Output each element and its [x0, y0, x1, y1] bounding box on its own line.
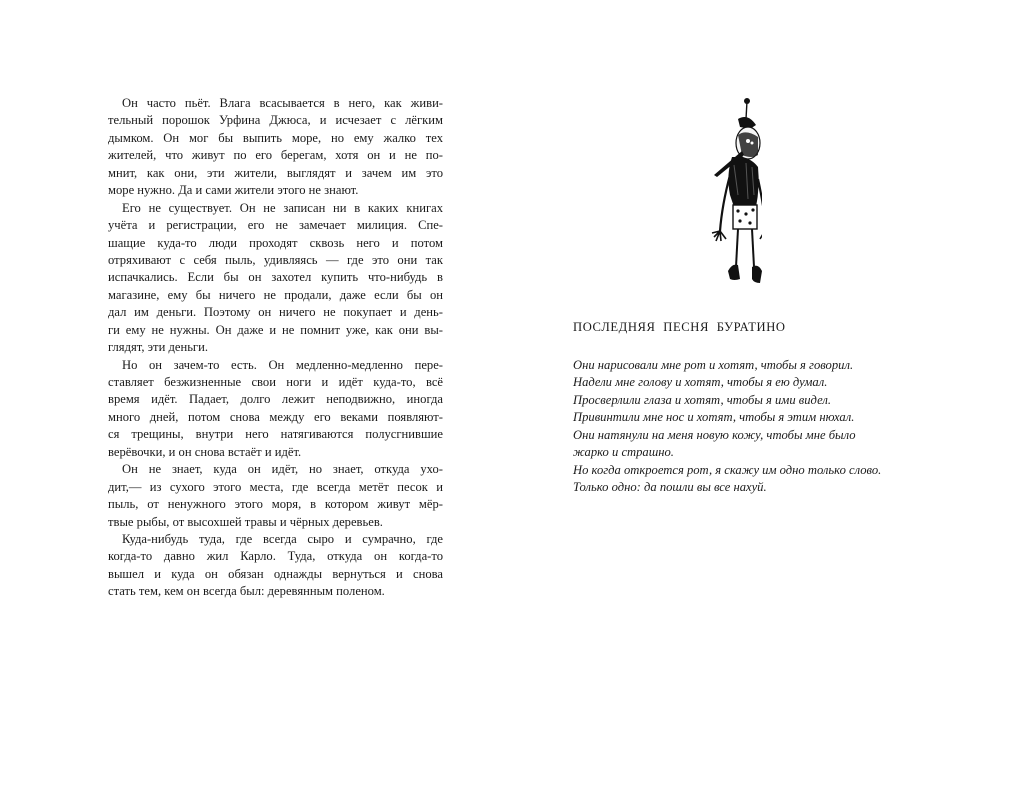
poem-line: Просверлили глаза и хотят, чтобы я ими видел.	[573, 392, 831, 407]
text-line: Куда-нибудь туда, где всегда сыро и сумрачно, где	[122, 531, 443, 546]
text-line: вышел и куда он обязан однажды вернуться и снова	[108, 566, 443, 581]
text-line: Он часто пьёт. Влага всасывается в него, как живи-	[122, 96, 443, 110]
paragraph-3	[108, 357, 443, 462]
text-line: пыль, от ненужного этого моря, в котором живут мёр-	[108, 497, 443, 512]
text-line: стать тем, кем он всегда был: деревянным поленом.	[108, 584, 385, 599]
text-line: жителей, что живут по его берегам, хотя он и не по-	[108, 148, 443, 163]
text-line: время идёт. Падает, долго лежит неподвижно, иногда	[108, 392, 443, 407]
prose-column	[108, 95, 443, 601]
text-line: дал им деньги. Поэтому он ничего не покупает и день-	[108, 305, 443, 320]
poem-line: Они натянули на меня новую кожу, чтобы мне было	[573, 427, 856, 442]
poem-column	[573, 320, 913, 497]
text-line: тельный порошок Урфина Джюса, и исчезает с лёгким	[108, 113, 443, 128]
text-line: испачкались. Если бы он захотел купить что-нибудь в	[108, 270, 443, 285]
text-line: Он не знает, куда он идёт, но знает, откуда ухо-	[122, 462, 443, 477]
text-line: шащие куда-то люди проходят сквозь него и потом	[108, 235, 443, 250]
text-line: дит,— из сухого этого места, где всегда метёт песок и	[108, 479, 443, 494]
text-line: твые рыбы, от высохшей травы и чёрных деревьев.	[108, 514, 383, 529]
text-line: ги ему не нужны. Он даже и не помнит уже, как они вы-	[108, 322, 443, 337]
poem-title: ПОСЛЕДНЯЯ ПЕСНЯ БУРАТИНО	[573, 320, 786, 334]
text-line: магазине, ему бы ничего не продали, даже если бы он	[108, 287, 443, 302]
text-line: Его не существует. Он не записан ни в каких книгах	[122, 200, 443, 215]
text-line: море нужно. Да и сами жители этого не знают.	[108, 183, 359, 198]
poem-line: Привинтили мне нос и хотят, чтобы я этим нюхал.	[573, 410, 855, 425]
text-line: Но он зачем-то есть. Он медленно-медленно пере-	[122, 357, 443, 372]
paragraph-5	[108, 531, 443, 601]
poem-line: Но когда откроется рот, я скажу им одно только слово.	[573, 462, 882, 477]
text-line: учёта и регистрации, его не замечает милиция. Спе-	[108, 218, 443, 233]
text-line: дымком. Он мог бы выпить море, но ему жалко тех	[108, 130, 443, 145]
right-page	[507, 0, 1014, 800]
poem-line: жарко и страшно.	[573, 445, 674, 460]
text-line: отряхивают с себя пыль, удивляясь — где это они так	[108, 252, 443, 267]
text-line: ся трещины, внутри него натягиваются полусгнившие	[108, 427, 443, 442]
paragraph-2	[108, 200, 443, 357]
poem	[573, 357, 913, 497]
text-line: верёвочки, и он снова встаёт и идёт.	[108, 444, 302, 459]
poem-line: Они нарисовали мне рот и хотят, чтобы я говорил.	[573, 358, 854, 372]
paragraph-4	[108, 461, 443, 531]
paragraph-1	[108, 95, 443, 200]
text-line: мнит, как они, эти жители, выглядят и зачем им это	[108, 165, 443, 180]
text-line: когда-то давно жил Карло. Туда, откуда он когда-то	[108, 549, 443, 564]
poem-line: Надели мне голову и хотят, чтобы я ею думал.	[573, 375, 828, 390]
pinocchio-illustration	[702, 95, 762, 305]
poem-line: Только одно: да пошли вы все нахуй.	[573, 480, 767, 495]
text-line: ставляет безжизненные свои ноги и идёт куда-то, всё	[108, 375, 443, 389]
text-line: много дней, потом снова между его веками появляют-	[108, 409, 443, 424]
text-line: глядят, эти деньги.	[108, 340, 208, 355]
